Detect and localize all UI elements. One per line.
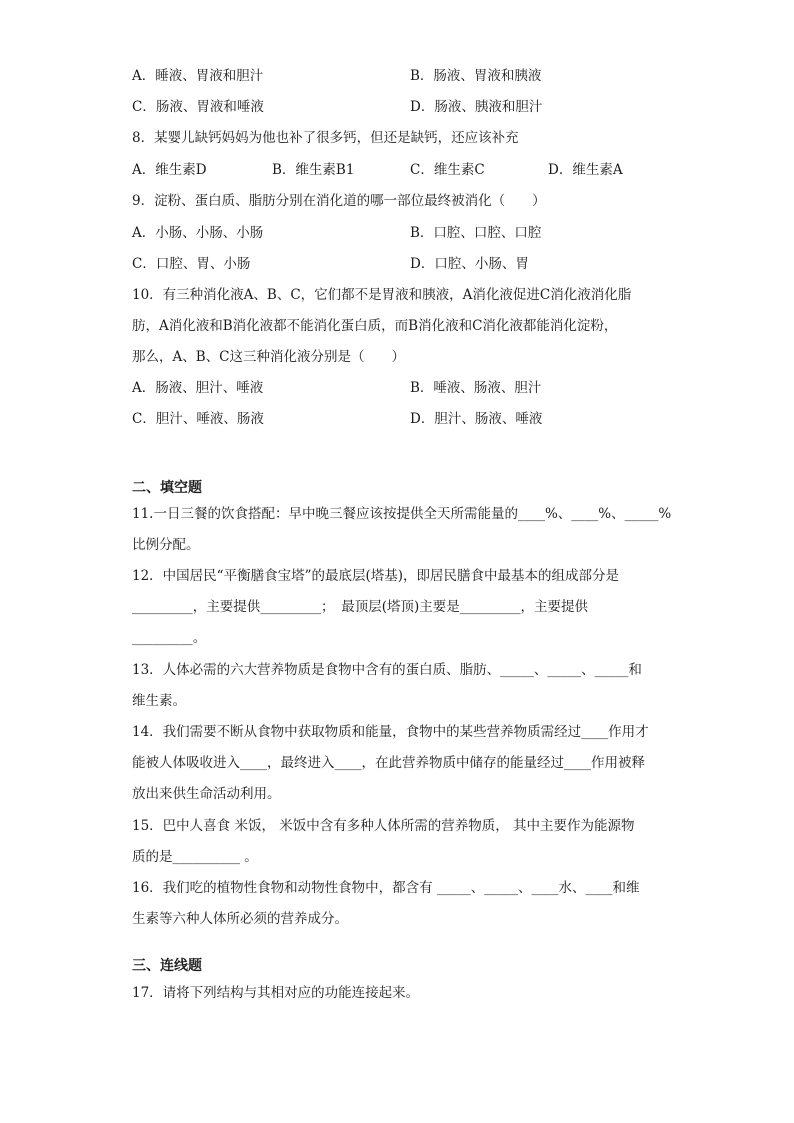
q10-stem-line2: 肪，A消化液和B消化液都不能消化蛋白质，而B消化液和C消化液都能消化淀粉， [132, 318, 618, 334]
section-heading-fill-in: 二、填空题 [132, 480, 202, 496]
q17-stem: 17．请将下列结构与其相对应的功能连接起来。 [132, 985, 420, 1001]
q13-line1: 13．人体必需的六大营养物质是食物中含有的蛋白质、脂肪、_____、_____、_____和 [132, 662, 642, 678]
q14-line3: 放出来供生命活动利用。 [132, 786, 281, 802]
q10-option-b: B．唾液、肠液、胆汁 [410, 380, 542, 396]
q12-line3: _________。 [132, 630, 207, 646]
q7-option-d: D．肠液、胰液和胆汁 [410, 99, 543, 115]
q9-option-b: B．口腔、口腔、口腔 [410, 225, 542, 241]
section-heading-matching: 三、连线题 [132, 958, 202, 974]
q8-option-a: A．维生素D [132, 162, 207, 178]
q12-line2: _________，主要提供_________； 最顶层(塔顶)主要是_________，主要提供 [132, 599, 589, 615]
q11-line2: 比例分配。 [132, 537, 200, 553]
q9-option-a: A．小肠、小肠、小肠 [132, 225, 264, 241]
q14-line1: 14．我们需要不断从食物中获取物质和能量，食物中的某些营养物质需经过____作用才 [132, 724, 649, 740]
q10-option-a: A．肠液、胆汁、唾液 [132, 380, 264, 396]
q8-option-b: B．维生素B1 [272, 162, 355, 178]
q7-option-a: A．睡液、胃液和胆汁 [132, 68, 264, 84]
q10-option-d: D．胆汁、肠液、唾液 [410, 411, 543, 427]
q10-option-c: C．胆汁、唾液、肠液 [132, 411, 264, 427]
q8-option-d: D．维生素A [548, 162, 623, 178]
q13-line2: 维生素。 [132, 693, 186, 709]
q14-line2: 能被人体吸收进入____，最终进入____，在此营养物质中储存的能量经过____作用被释 [132, 755, 645, 771]
q12-line1: 12．中国居民“平衡膳食宝塔”的最底层(塔基)，即居民膳食中最基本的组成部分是 [132, 568, 620, 584]
q8-stem: 8．某婴儿缺钙妈妈为他也补了很多钙，但还是缺钙，还应该补充 [132, 130, 519, 146]
q16-line1: 16．我们吃的植物性食物和动物性食物中，都含有 _____、_____、____水、____和维 [132, 880, 640, 896]
q9-option-c: C．口腔、胃、小肠 [132, 256, 251, 272]
q15-line1: 15．巴中人喜食 米饭， 米饭中含有多种人体所需的营养物质， 其中主要作为能源物 [132, 818, 635, 834]
q7-option-b: B．肠液、胃液和胰液 [410, 68, 542, 84]
q10-stem-line3: 那么，A、B、C这三种消化液分别是（ ） [132, 349, 405, 365]
q9-option-d: D．口腔、小肠、胃 [410, 256, 529, 272]
q15-line2: 质的是__________ 。 [132, 849, 258, 865]
q7-option-c: C．肠液、胃液和唾液 [132, 99, 264, 115]
q11-line1: 11.一日三餐的饮食搭配：早中晚三餐应该按提供全天所需能量的____%、____%、_____% [132, 506, 672, 522]
q9-stem: 9．淀粉、蛋白质、脂肪分别在消化道的哪一部位最终被消化（ ） [132, 193, 546, 209]
q10-stem-line1: 10．有三种消化液A、B、C，它们都不是胃液和胰液，A消化液促进C消化液消化脂 [132, 287, 632, 303]
q8-option-c: C．维生素C [410, 162, 485, 178]
q16-line2: 生素等六种人体所必须的营养成分。 [132, 911, 348, 927]
